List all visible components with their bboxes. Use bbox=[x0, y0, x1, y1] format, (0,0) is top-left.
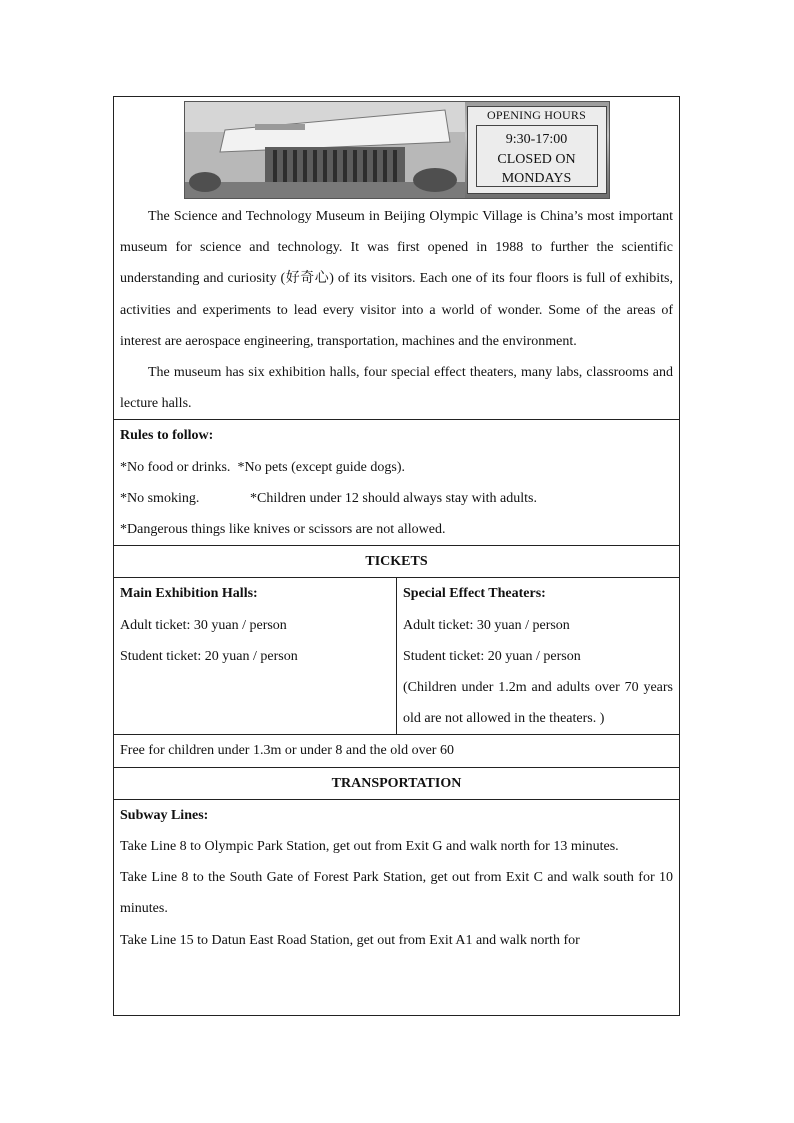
main-halls-student: Student ticket: 20 yuan / person bbox=[120, 648, 298, 664]
theaters-cell bbox=[397, 578, 679, 734]
rule-no-pets: *No pets (except guide dogs). bbox=[237, 459, 406, 475]
main-halls-adult: Adult ticket: 30 yuan / person bbox=[120, 617, 287, 633]
rule-no-food: *No food or drinks. bbox=[120, 459, 231, 475]
transportation-heading: TRANSPORTATION bbox=[331, 775, 462, 791]
transportation-heading-row bbox=[114, 768, 679, 800]
rules-section bbox=[114, 420, 679, 546]
opening-hours-title: OPENING HOURS bbox=[487, 108, 586, 122]
main-halls-cell bbox=[114, 578, 397, 734]
free-admission-row bbox=[114, 735, 679, 767]
rules-heading: Rules to follow: bbox=[120, 428, 214, 444]
intro-paragraph-2: The museum has six exhibition halls, four special effect theaters, many labs, classrooms and lecture halls. bbox=[120, 365, 673, 412]
free-admission: Free for children under 1.3m or under 8 and the old over 60 bbox=[120, 743, 454, 759]
closed-line-2: MONDAYS bbox=[501, 171, 572, 186]
tickets-heading-row bbox=[114, 546, 679, 578]
theaters-student: Student ticket: 20 yuan / person bbox=[403, 648, 581, 664]
main-halls-title: Main Exhibition Halls: bbox=[120, 586, 258, 602]
tickets-heading: TICKETS bbox=[365, 554, 428, 570]
subway-line-1: Take Line 8 to Olympic Park Station, get out from Exit G and walk north for 13 minutes. bbox=[120, 839, 619, 855]
subway-line-2: Take Line 8 to the South Gate of Forest Park Station, get out from Exit C and walk south for 10 minutes. bbox=[120, 870, 673, 917]
tickets-table bbox=[114, 578, 679, 735]
opening-hours-sign bbox=[467, 106, 607, 194]
museum-banner bbox=[184, 101, 610, 199]
rule-dangerous: *Dangerous things like knives or scissors are not allowed. bbox=[120, 522, 446, 538]
transportation-section bbox=[114, 800, 679, 956]
intro-paragraph-1: The Science and Technology Museum in Beijing Olympic Village is China’s most important museum for science and technology. It was first opened in 1988 to further the scientific understanding and curiosity (好奇心) of its visitors. Each one of its four floors is full of exhibits, activities and experiments to lead every visitor into a world of wonder. Some of the areas of interest are aerospace engineering, transportation, machines and the environment. bbox=[120, 209, 673, 349]
rules-line-2 bbox=[114, 483, 679, 514]
rules-line-1 bbox=[114, 452, 679, 483]
intro-section bbox=[114, 101, 679, 420]
opening-hours-box bbox=[476, 125, 598, 187]
opening-time: 9:30-17:00 bbox=[505, 132, 568, 147]
document-frame bbox=[113, 96, 680, 1016]
museum-building-photo bbox=[185, 102, 465, 198]
subway-line-3: Take Line 15 to Datun East Road Station, get out from Exit A1 and walk north for bbox=[120, 932, 580, 948]
closed-line-1: CLOSED ON bbox=[497, 151, 576, 167]
theaters-note: (Children under 1.2m and adults over 70 years old are not allowed in the theaters. ) bbox=[403, 680, 673, 727]
subway-heading: Subway Lines: bbox=[120, 807, 209, 823]
theaters-title: Special Effect Theaters: bbox=[403, 586, 546, 602]
rule-children: *Children under 12 should always stay with adults. bbox=[250, 490, 537, 506]
theaters-adult: Adult ticket: 30 yuan / person bbox=[403, 617, 570, 633]
rule-no-smoking: *No smoking. bbox=[120, 490, 200, 506]
